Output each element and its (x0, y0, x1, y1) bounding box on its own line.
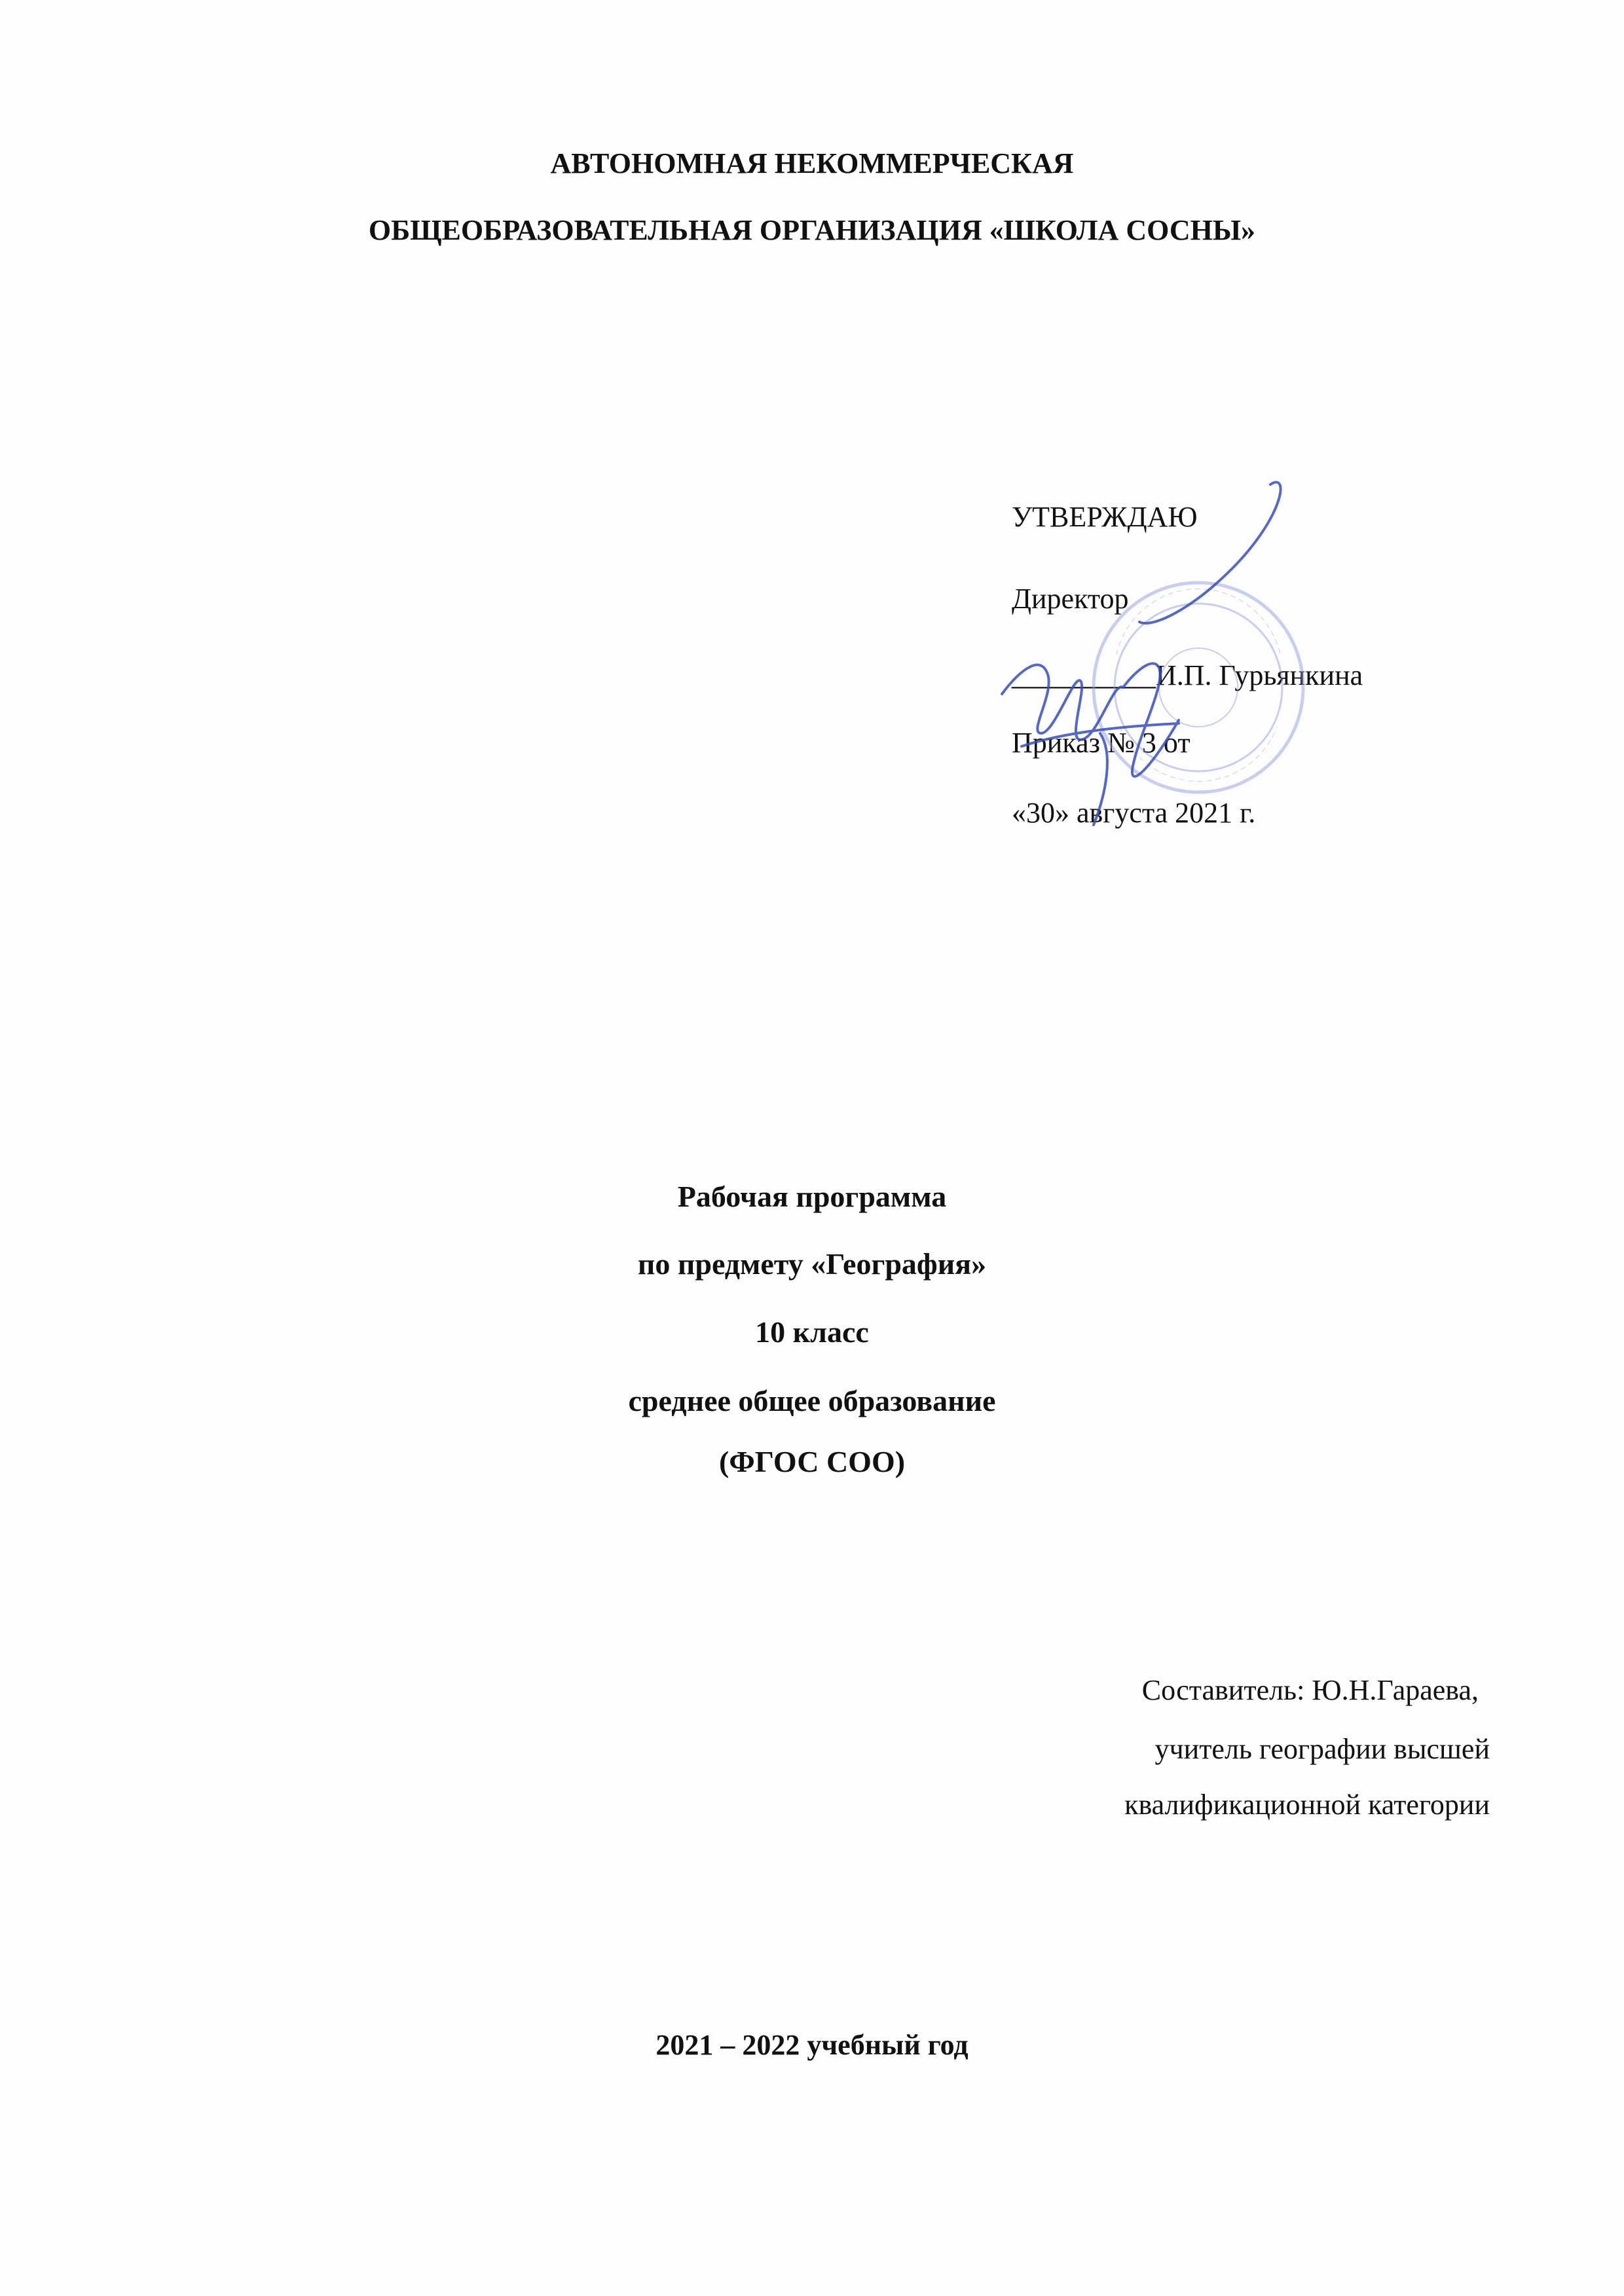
director-signature-line: __________И.П. Гурьянкина (1012, 659, 1363, 691)
doc-title-line-4: среднее общее образование (628, 1384, 996, 1417)
org-name-line-2: ОБЩЕОБРАЗОВАТЕЛЬНАЯ ОРГАНИЗАЦИЯ «ШКОЛА СОСНЫ» (368, 214, 1256, 246)
academic-year: 2021 – 2022 учебный год (655, 2029, 969, 2061)
author-title: учитель географии высшей (1154, 1733, 1490, 1765)
doc-title-line-2: по предмету «География» (637, 1247, 987, 1281)
doc-title-line-5: (ФГОС СОО) (718, 1445, 906, 1478)
signature-scribble (1002, 483, 1281, 825)
doc-title-line-1: Рабочая программа (677, 1180, 947, 1213)
director-position: Директор (1012, 583, 1129, 615)
order-number-line: Приказ № 3 от (1012, 727, 1190, 759)
order-date-line: «30» августа 2021 г. (1012, 797, 1256, 829)
author-category: квалификационной категории (1124, 1789, 1490, 1821)
org-name-line-1: АВТОНОМНАЯ НЕКОММЕРЧЕСКАЯ (550, 147, 1074, 179)
approve-label: УТВЕРЖДАЮ (1012, 501, 1198, 533)
doc-title-line-3: 10 класс (755, 1315, 869, 1349)
author-name: Составитель: Ю.Н.Гараева, (1141, 1674, 1479, 1706)
